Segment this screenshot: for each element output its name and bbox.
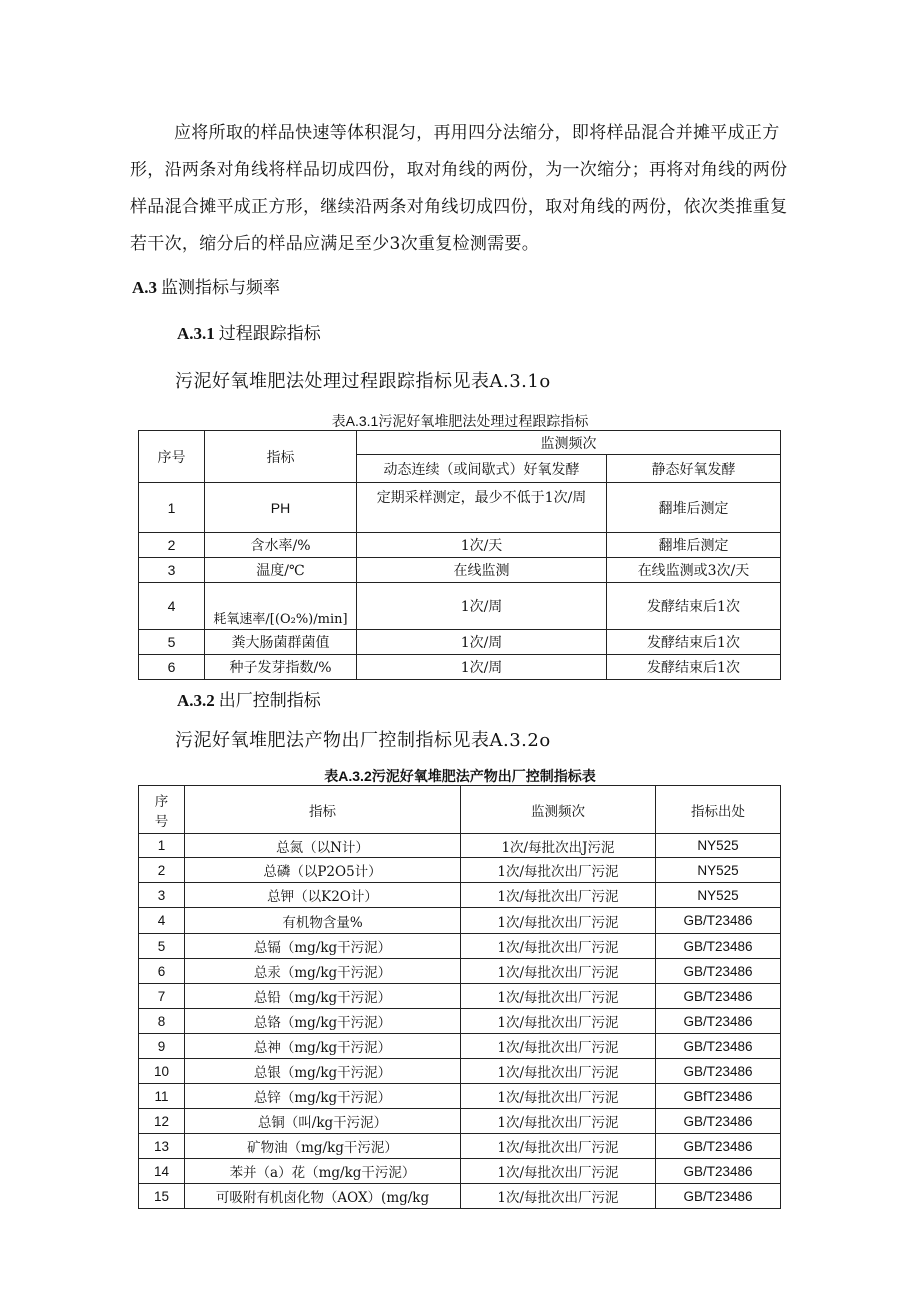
cell-frequency: 1次/每批次出厂污泥 [461, 934, 656, 959]
section-number: A.3 [132, 278, 158, 297]
cell-frequency: 1次/每批次出厂污泥 [461, 1034, 656, 1059]
cell-source: GB/T23486 [656, 984, 781, 1009]
cell-indicator: 总银（mg/kg干污泥） [185, 1059, 461, 1084]
table-row [139, 1009, 781, 1034]
cell-seq: 13 [139, 1134, 185, 1159]
cell-seq: 11 [139, 1084, 185, 1109]
cell-static: 在线监测或3次/天 [607, 558, 781, 583]
cell-seq: 6 [139, 959, 185, 984]
cell-seq: 8 [139, 1009, 185, 1034]
cell-source: GB/T23486 [656, 1159, 781, 1184]
header-seq-line2: 号 [154, 813, 169, 830]
cell-seq: 2 [139, 858, 185, 883]
cell-source: GBfT23486 [656, 1084, 781, 1109]
header-seq: 序号 [139, 431, 205, 483]
cell-seq: 3 [139, 558, 205, 583]
table-row [139, 858, 781, 883]
cell-seq: 4 [139, 583, 205, 630]
cell-source: NY525 [656, 883, 781, 908]
header-frequency: 监测频次 [461, 786, 656, 834]
cell-indicator: 总磷（以P2O5计） [185, 858, 461, 883]
outgoing-control-table [138, 785, 781, 1209]
table-row [139, 834, 781, 858]
cell-indicator: 耗氧速率/[(O₂%)/min] [205, 583, 357, 630]
cell-static: 翻堆后测定 [607, 483, 781, 533]
cell-seq: 1 [139, 483, 205, 533]
table-row [139, 655, 781, 680]
table-row [139, 483, 781, 533]
cell-seq: 5 [139, 630, 205, 655]
caption-label: 表A.3.1 [331, 413, 379, 429]
cell-source: GB/T23486 [656, 1059, 781, 1084]
cell-indicator: 总铬（mg/kg干污泥） [185, 1009, 461, 1034]
cell-static: 发酵结束后1次 [607, 583, 781, 630]
cell-frequency: 1次/每批次出厂污泥 [461, 1009, 656, 1034]
cell-source: GB/T23486 [656, 1009, 781, 1034]
table-row [139, 630, 781, 655]
cell-seq: 7 [139, 984, 185, 1009]
section-title: 监测指标与频率 [161, 278, 281, 298]
cell-seq: 12 [139, 1109, 185, 1134]
cell-source: GB/T23486 [656, 1134, 781, 1159]
cell-indicator: 粪大肠菌群菌值 [205, 630, 357, 655]
table-row [139, 1109, 781, 1134]
cell-seq: 15 [139, 1184, 185, 1209]
cell-frequency: 1次/每批次出厂污泥 [461, 1059, 656, 1084]
table2-caption [0, 766, 920, 786]
cell-dynamic: 1次/周 [357, 655, 607, 680]
cell-dynamic: 定期采样测定，最少不低于1次/周 [357, 483, 607, 533]
cell-source: GB/T23486 [656, 1034, 781, 1059]
table-row [139, 1059, 781, 1084]
header-static: 静态好氧发酵 [607, 455, 781, 483]
section-title: 出厂控制指标 [218, 691, 321, 711]
table-row [139, 1184, 781, 1209]
table1-reference: 污泥好氧堆肥法处理过程跟踪指标见表A.3.1o [175, 371, 551, 392]
table-row [139, 984, 781, 1009]
section-title: 过程跟踪指标 [218, 324, 321, 344]
cell-indicator: 总铜（叫/kg干污泥） [185, 1109, 461, 1134]
section-a3-heading [132, 273, 280, 298]
cell-frequency: 1次/每批次出厂污泥 [461, 959, 656, 984]
header-seq [139, 786, 185, 834]
caption-title: 污泥好氧堆肥法产物出厂控制指标表 [371, 769, 596, 785]
cell-frequency: 1次/每批次出厂污泥 [461, 1184, 656, 1209]
cell-seq: 1 [139, 834, 185, 858]
header-dynamic: 动态连续（或间歇式）好氧发酵 [357, 455, 607, 483]
header-seq-line1: 序 [154, 793, 169, 810]
cell-source: NY525 [656, 834, 781, 858]
section-a31-heading [177, 319, 321, 344]
cell-seq: 14 [139, 1159, 185, 1184]
cell-frequency: 1次/每批次出厂污泥 [461, 1084, 656, 1109]
cell-seq: 3 [139, 883, 185, 908]
section-number: A.3.1 [177, 324, 215, 343]
cell-seq: 5 [139, 934, 185, 959]
cell-frequency: 1次/每批次出厂污泥 [461, 1159, 656, 1184]
cell-seq: 4 [139, 908, 185, 934]
cell-indicator: 温度/℃ [205, 558, 357, 583]
cell-indicator: 总镉（mg/kg干污泥） [185, 934, 461, 959]
cell-frequency: 1次/每批次出厂污泥 [461, 1109, 656, 1134]
table2-reference: 污泥好氧堆肥法产物出厂控制指标见表A.3.2o [175, 730, 551, 751]
cell-frequency: 1次/每批次出厂污泥 [461, 1134, 656, 1159]
cell-indicator: 苯并（a）花（mg/kg干污泥） [185, 1159, 461, 1184]
table-row [139, 883, 781, 908]
cell-seq: 2 [139, 533, 205, 558]
cell-indicator: 总铅（mg/kg干污泥） [185, 984, 461, 1009]
cell-indicator: 总锌（mg/kg干污泥） [185, 1084, 461, 1109]
header-indicator: 指标 [205, 431, 357, 483]
header-source: 指标出处 [656, 786, 781, 834]
cell-dynamic: 1次/周 [357, 583, 607, 630]
cell-dynamic: 在线监测 [357, 558, 607, 583]
cell-static: 发酵结束后1次 [607, 655, 781, 680]
table-row [139, 1159, 781, 1184]
table-row [139, 558, 781, 583]
cell-source: GB/T23486 [656, 1109, 781, 1134]
table1-caption [0, 411, 920, 431]
cell-indicator: 有机物含量% [185, 908, 461, 934]
cell-seq: 10 [139, 1059, 185, 1084]
cell-frequency: 1次/每批次出厂污泥 [461, 858, 656, 883]
cell-indicator: 矿物油（mg/kg干污泥） [185, 1134, 461, 1159]
cell-frequency: 1次/每批次出厂污泥 [461, 883, 656, 908]
cell-indicator: 总神（mg/kg干污泥） [185, 1034, 461, 1059]
header-indicator: 指标 [185, 786, 461, 834]
cell-static: 发酵结束后1次 [607, 630, 781, 655]
process-tracking-table [138, 430, 781, 680]
section-a32-heading [177, 686, 321, 711]
table-row [139, 1084, 781, 1109]
cell-indicator: 总氮（以N计） [185, 834, 461, 858]
section-number: A.3.2 [177, 691, 215, 710]
caption-label: 表A.3.2 [324, 768, 372, 784]
cell-dynamic: 1次/天 [357, 533, 607, 558]
cell-frequency: 1次/每批次出厂污泥 [461, 984, 656, 1009]
cell-indicator: 种子发芽指数/% [205, 655, 357, 680]
cell-indicator: 可吸附有机卤化物（AOX）(mg/kg [185, 1184, 461, 1209]
cell-source: GB/T23486 [656, 959, 781, 984]
table-row [139, 583, 781, 630]
cell-source: GB/T23486 [656, 934, 781, 959]
table-row [139, 959, 781, 984]
cell-dynamic: 1次/周 [357, 630, 607, 655]
caption-title: 污泥好氧堆肥法处理过程跟踪指标 [378, 414, 589, 430]
cell-source: GB/T23486 [656, 1184, 781, 1209]
cell-source: GB/T23486 [656, 908, 781, 934]
sampling-paragraph: 应将所取的样品快速等体积混匀，再用四分法缩分，即将样品混合并摊平成正方形，沿两条对角线将样品切成四份，取对角线的两份，为一次缩分；再将对角线的两份样品混合摊平成正方形，继续沿两条对角线切成四份，取对角线的两份，依次类推重复若干次，缩分后的样品应满足至少3次重复检测需要。 [130, 123, 788, 254]
cell-seq: 9 [139, 1034, 185, 1059]
cell-static: 翻堆后测定 [607, 533, 781, 558]
table-row [139, 908, 781, 934]
cell-indicator: PH [205, 483, 357, 533]
table-row [139, 1034, 781, 1059]
cell-indicator: 含水率/% [205, 533, 357, 558]
cell-indicator: 总钾（以K2O计） [185, 883, 461, 908]
cell-frequency: 1次/每批次出厂污泥 [461, 908, 656, 934]
cell-indicator: 总汞（mg/kg干污泥） [185, 959, 461, 984]
table2-body [139, 834, 781, 1209]
table-row [139, 533, 781, 558]
cell-source: NY525 [656, 858, 781, 883]
header-monitoring-frequency: 监测频次 [357, 431, 781, 455]
cell-frequency: 1次/每批次出J污泥 [461, 834, 656, 858]
cell-seq: 6 [139, 655, 205, 680]
table-row [139, 1134, 781, 1159]
table-row [139, 934, 781, 959]
